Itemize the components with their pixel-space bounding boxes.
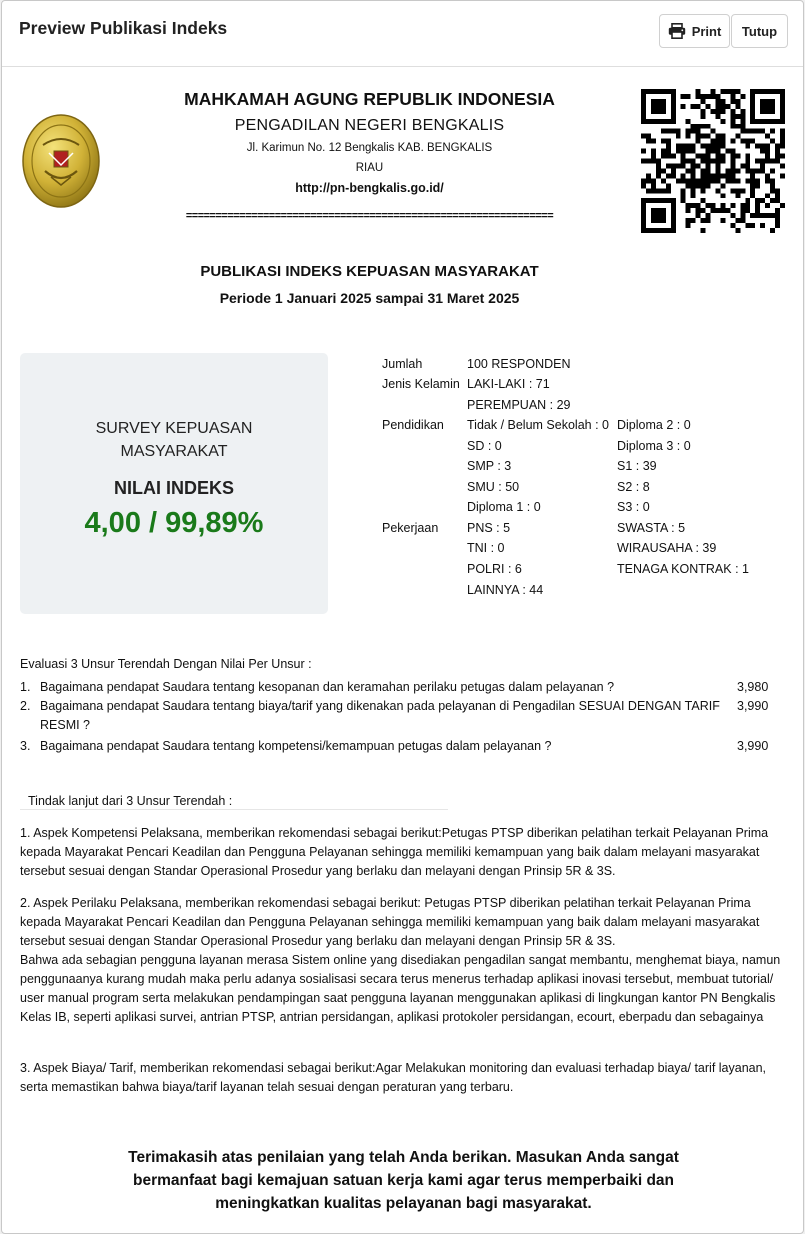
document-title: PUBLIKASI INDEKS KEPUASAN MASYARAKAT <box>200 263 539 280</box>
evaluation-item <box>20 678 780 697</box>
thank-you-message: Terimakasih atas penilaian yang telah Anda berikan. Masukan Anda sangat bermanfaat bagi kemajuan satuan kerja kami agar terus memperbaiki dan meningkatkan kualitas pelayanan bagi masyarakat. <box>128 1149 679 1212</box>
nilai-indeks-label: NILAI INDEKS <box>113 478 234 498</box>
printer-icon <box>668 23 686 39</box>
edu-item: S3 : 0 <box>617 500 650 514</box>
letterhead-org: MAHKAMAH AGUNG REPUBLIK INDONESIA <box>184 89 555 109</box>
edu-item: SD : 0 <box>467 439 502 453</box>
edu-item: Diploma 2 : 0 <box>617 418 691 432</box>
letterhead-address: Jl. Karimun No. 12 Bengkalis KAB. BENGKALIS <box>246 142 493 154</box>
followup-divider <box>20 809 448 810</box>
evaluation-text: Bagaimana pendapat Saudara tentang kesopanan dan keramahan perilaku petugas dalam pelayanan ? <box>40 680 615 694</box>
evaluation-num: 1. <box>20 680 31 694</box>
jumlah-label: Jumlah <box>382 357 423 371</box>
gender-label: Jenis Kelamin <box>382 377 460 391</box>
evaluation-num: 2. <box>20 699 31 713</box>
edu-item: S1 : 39 <box>617 459 657 473</box>
court-emblem-logo <box>21 113 101 209</box>
evaluation-score: 3,980 <box>737 680 769 694</box>
nilai-indeks-value: 4,00 / 99,89% <box>84 507 264 539</box>
evaluation-heading: Evaluasi 3 Unsur Terendah Dengan Nilai Per Unsur : <box>20 657 312 671</box>
followup-paragraph-1: 1. Aspek Kompetensi Pelaksana, memberikan rekomendasi sebagai berikut:Petugas PTSP diberikan pelatihan terkait Pelayanan Prima kepada Mayarakat Pencari Keadilan dan Pengguna Pelayanan sehingga memiliki kemampuan yang baik dalam melayani masyarakat tersebut sesuai dengan Standar Operasional Prosedur yang berlaku dan melayani dengan Prinsip 5R & 3S. <box>20 826 769 878</box>
survey-label-line1: SURVEY KEPUASAN <box>95 420 253 437</box>
followup-paragraph-2: 2. Aspek Perilaku Pelaksana, memberikan rekomendasi sebagai berikut: Petugas PTSP diberikan pelatihan terkait Pelayanan Prima kepada Mayarakat Pencari Keadilan dan Pengguna Pelayanan sehingga memiliki kemampuan yang baik dalam melayani masyarakat tersebut sesuai dengan Standar Operasional Prosedur yang berlaku dan melayani dengan Prinsip 5R & 3S. <box>20 896 760 948</box>
job-item: TNI : 0 <box>467 541 505 555</box>
job-item: POLRI : 6 <box>467 562 522 576</box>
evaluation-item <box>20 737 780 756</box>
evaluation-text: Bagaimana pendapat Saudara tentang kompetensi/kemampuan petugas dalam pelayanan ? <box>40 739 552 753</box>
job-item: PNS : 5 <box>467 521 511 535</box>
qr-code <box>641 89 785 233</box>
evaluation-score: 3,990 <box>737 739 769 753</box>
edu-item: Tidak / Belum Sekolah : 0 <box>467 418 609 432</box>
job-item: TENAGA KONTRAK : 1 <box>617 562 749 576</box>
job-item: SWASTA : 5 <box>617 521 686 535</box>
evaluation-text: Bagaimana pendapat Saudara tentang biaya/tarif yang dikenakan pada pelayanan di Pengadilan SESUAI DENGAN TARIF RESMI ? <box>40 699 720 732</box>
edu-item: Diploma 1 : 0 <box>467 500 541 514</box>
score-card <box>20 353 328 614</box>
evaluation-item <box>20 697 780 735</box>
jumlah-value: 100 RESPONDEN <box>467 357 571 371</box>
print-button[interactable] <box>659 14 730 48</box>
modal-header <box>2 1 804 67</box>
edu-item: Diploma 3 : 0 <box>617 439 691 453</box>
edu-item: SMU : 50 <box>467 480 520 494</box>
modal-title: Preview Publikasi Indeks <box>19 18 228 38</box>
evaluation-num: 3. <box>20 739 31 753</box>
preview-modal <box>1 0 804 1234</box>
job-label: Pekerjaan <box>382 521 439 535</box>
close-button[interactable]: Tutup <box>731 14 788 48</box>
letterhead-url: http://pn-bengkalis.go.id/ <box>295 181 444 195</box>
followup-paragraph-2-note: Bahwa ada sebagian pengguna layanan merasa Sistem online yang disediakan pengadilan sangat membantu, menghemat biaya, namun penggunaanya kurang mudah maka perlu adanya sosialisasi secara terus menerus terhadap aplikasi inovasi tersebut, membuat tutorial/ user manual program serta melakukan pendampingan saat pengguna layanan menggunakan aplikasi di lingkungan kantor PN Bengkalis Kelas IB, seperti aplikasi survei, antrian PTSP, antrian persidangan, aplikasi protokoler persidangan, ecourt, eberpadu dan sebagainya <box>20 953 781 1024</box>
survey-label-line2: MASYARAKAT <box>120 443 228 460</box>
followup-heading: Tindak lanjut dari 3 Unsur Terendah : <box>28 794 233 808</box>
survey-label <box>20 417 328 463</box>
gender-male: LAKI-LAKI : 71 <box>467 377 550 391</box>
education-label: Pendidikan <box>382 418 444 432</box>
edu-item: SMP : 3 <box>467 459 512 473</box>
gender-female: PEREMPUAN : 29 <box>467 398 571 412</box>
print-label: Print <box>691 23 722 39</box>
evaluation-score: 3,990 <box>737 699 769 713</box>
letterhead-rule: ============================================================== <box>185 210 554 222</box>
edu-item: S2 : 8 <box>617 480 650 494</box>
letterhead-court: PENGADILAN NEGERI BENGKALIS <box>234 117 505 134</box>
letterhead-province: RIAU <box>355 162 384 174</box>
job-item: LAINNYA : 44 <box>467 583 544 597</box>
followup-paragraph-3: 3. Aspek Biaya/ Tarif, memberikan rekomendasi sebagai berikut:Agar Melakukan monitoring dan evaluasi terhadap biaya/ tarif layanan, serta memastikan bahwa biaya/tarif layanan telah sesuai dengan peraturan yang terbaru. <box>20 1061 767 1094</box>
job-item: WIRAUSAHA : 39 <box>617 541 717 555</box>
document-period: Periode 1 Januari 2025 sampai 31 Maret 2025 <box>219 290 520 306</box>
